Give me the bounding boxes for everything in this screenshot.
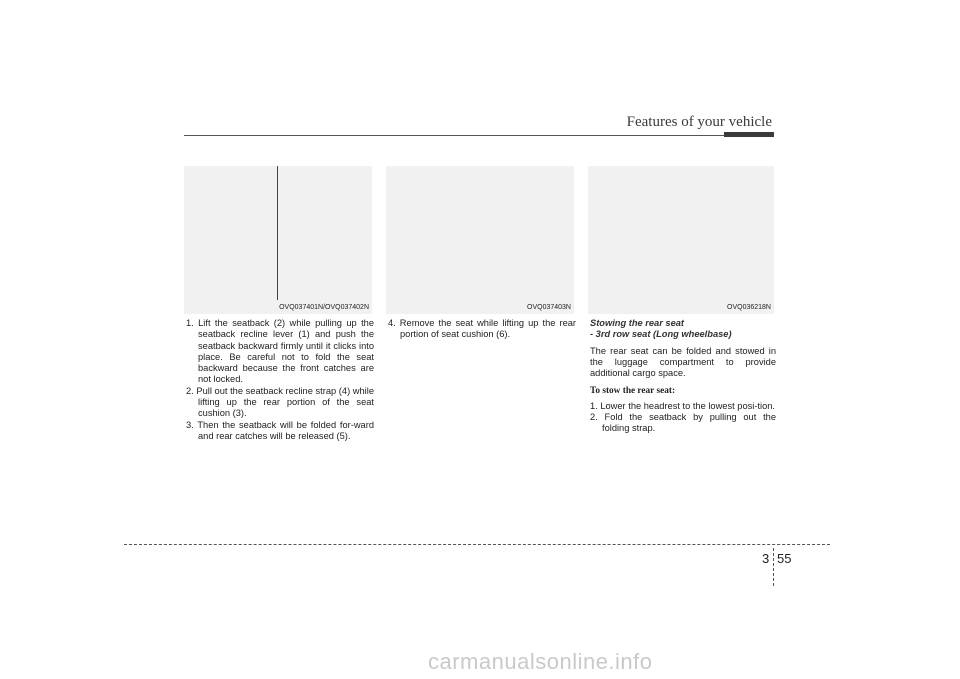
figure-code: OVQ037401N/OVQ037402N: [279, 304, 369, 311]
intro-paragraph: The rear seat can be folded and stowed in the luggage compartment to provide additional cargo space.: [590, 345, 776, 379]
figure-1: [184, 166, 372, 314]
section-title: Stowing the rear seat: [590, 318, 685, 328]
text-column-2: [388, 318, 576, 341]
text-column-3: [590, 318, 776, 435]
instruction-step: 1. Lower the headrest to the lowest posi-tion.: [590, 400, 776, 411]
instruction-step: 2. Pull out the seatback recline strap (4) while lifting up the rear portion of the seat cushion (3).: [186, 385, 374, 419]
page-number: 55: [777, 551, 792, 566]
page-header-title: Features of your vehicle: [626, 114, 772, 130]
watermark: carmanualsonline.info: [428, 649, 653, 674]
header-rule-accent: [724, 132, 774, 137]
instruction-step: 2. Fold the seatback by pulling out the folding strap.: [590, 412, 776, 434]
page-number-divider: [773, 548, 774, 586]
instruction-step: 3. Then the seatback will be folded for-ward and rear catches will be released (5).: [186, 419, 374, 441]
figure-code: OVQ037403N: [527, 304, 571, 311]
header-rule: [184, 135, 724, 136]
figure-code: OVQ036218N: [727, 304, 771, 311]
instruction-step: 4. Remove the seat while lifting up the rear portion of seat cushion (6).: [388, 318, 576, 340]
instruction-step: 1. Lift the seatback (2) while pulling up the seatback recline lever (1) and push the seatback backward firmly until it clicks into place. Be careful not to fold the seat backward because the front catches are not locked.: [186, 318, 374, 385]
chapter-number: 3: [762, 551, 770, 566]
figure-3: [588, 166, 774, 314]
footer-rule: [124, 544, 830, 545]
figure-2: [386, 166, 574, 314]
figure-divider: [277, 166, 278, 300]
sub-heading: To stow the rear seat:: [590, 386, 676, 397]
text-column-1: [186, 318, 374, 442]
section-subtitle: - 3rd row seat (Long wheelbase): [590, 329, 732, 340]
